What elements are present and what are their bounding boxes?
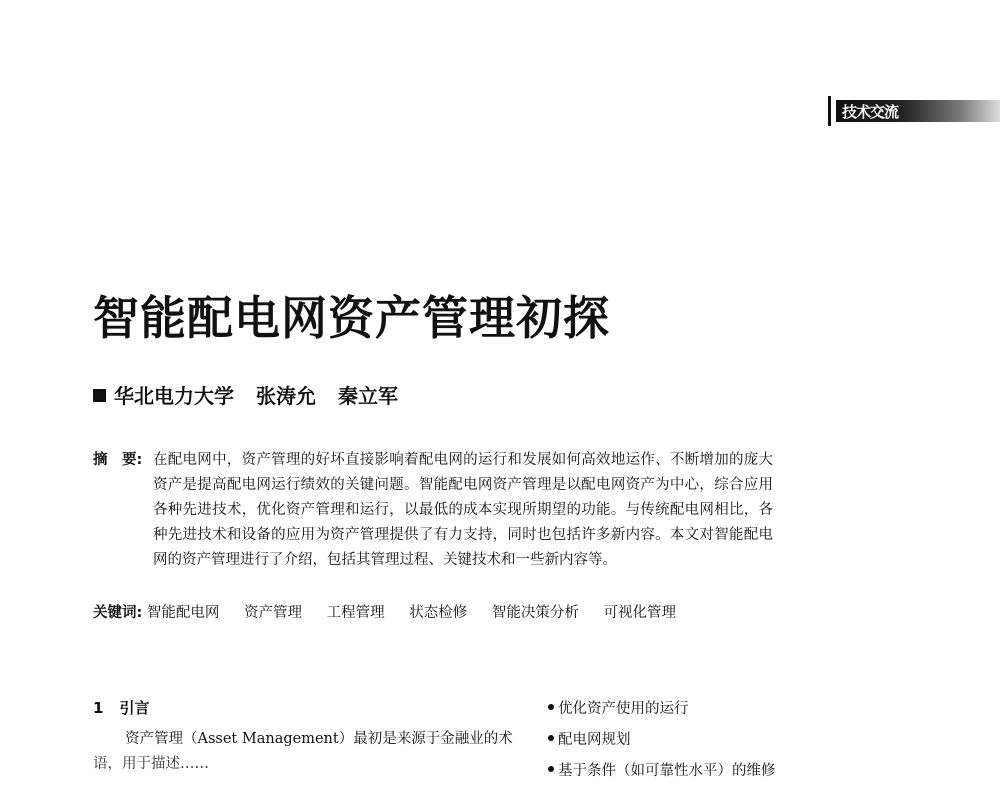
cut-off-line: 语，用于描述…… bbox=[93, 756, 209, 772]
section-number: 1 bbox=[93, 699, 104, 717]
section-title: 引言 bbox=[119, 699, 150, 717]
abstract-text: 在配电网中，资产管理的好坏直接影响着配电网的运行和发展如何高效地运作、不断增加的庞大资产是提高配电网运行绩效的关键问题。智能配电网资产管理是以配电网资产为中心，综合应用各种先进技术，优化资产管理和运行，以最低的成本实现所期望的功能。与传统配电网相比，各种先进技术和设备的应用为资产管理提供了有力支持，同时也包括许多新内容。本文对智能配电网的资产管理进行了介绍，包括其管理过程、关键技术和一些新内容等。 bbox=[153, 452, 773, 568]
bullet-dot-icon bbox=[548, 704, 554, 710]
keyword: 工程管理 bbox=[326, 605, 385, 621]
intro-paragraph-line: 资产管理（Asset Management）最初是来源于金融业的术 bbox=[125, 731, 513, 747]
keyword: 可视化管理 bbox=[603, 605, 676, 621]
keyword: 状态检修 bbox=[409, 605, 468, 621]
list-item: 优化资产使用的运行 bbox=[548, 697, 776, 728]
square-bullet-icon bbox=[93, 389, 106, 402]
keywords bbox=[93, 601, 696, 622]
author-name: 秦立军 bbox=[338, 384, 398, 408]
affiliation: 华北电力大学 bbox=[114, 384, 234, 408]
keyword: 资产管理 bbox=[244, 605, 303, 621]
bullet-dot-icon bbox=[548, 735, 554, 741]
section-tag-bar bbox=[828, 96, 831, 126]
section-heading bbox=[93, 697, 149, 718]
abstract-label: 摘 要: bbox=[93, 452, 143, 468]
list-item: 基于条件（如可靠性水平）的维修 bbox=[548, 759, 776, 790]
section-tag-label: 技术交流 bbox=[842, 103, 899, 121]
abstract bbox=[93, 448, 773, 573]
author-name: 张涛允 bbox=[256, 384, 316, 408]
keyword: 智能配电网 bbox=[146, 605, 220, 621]
section-tag bbox=[828, 96, 1000, 126]
bullet-dot-icon bbox=[548, 766, 554, 772]
right-column-bullets bbox=[548, 697, 776, 790]
list-item: 配电网规划 bbox=[548, 728, 776, 759]
keyword: 智能决策分析 bbox=[491, 605, 579, 621]
author-line bbox=[93, 380, 398, 409]
keywords-label: 关键词: bbox=[93, 605, 143, 621]
article-title: 智能配电网资产管理初探 bbox=[93, 291, 610, 345]
